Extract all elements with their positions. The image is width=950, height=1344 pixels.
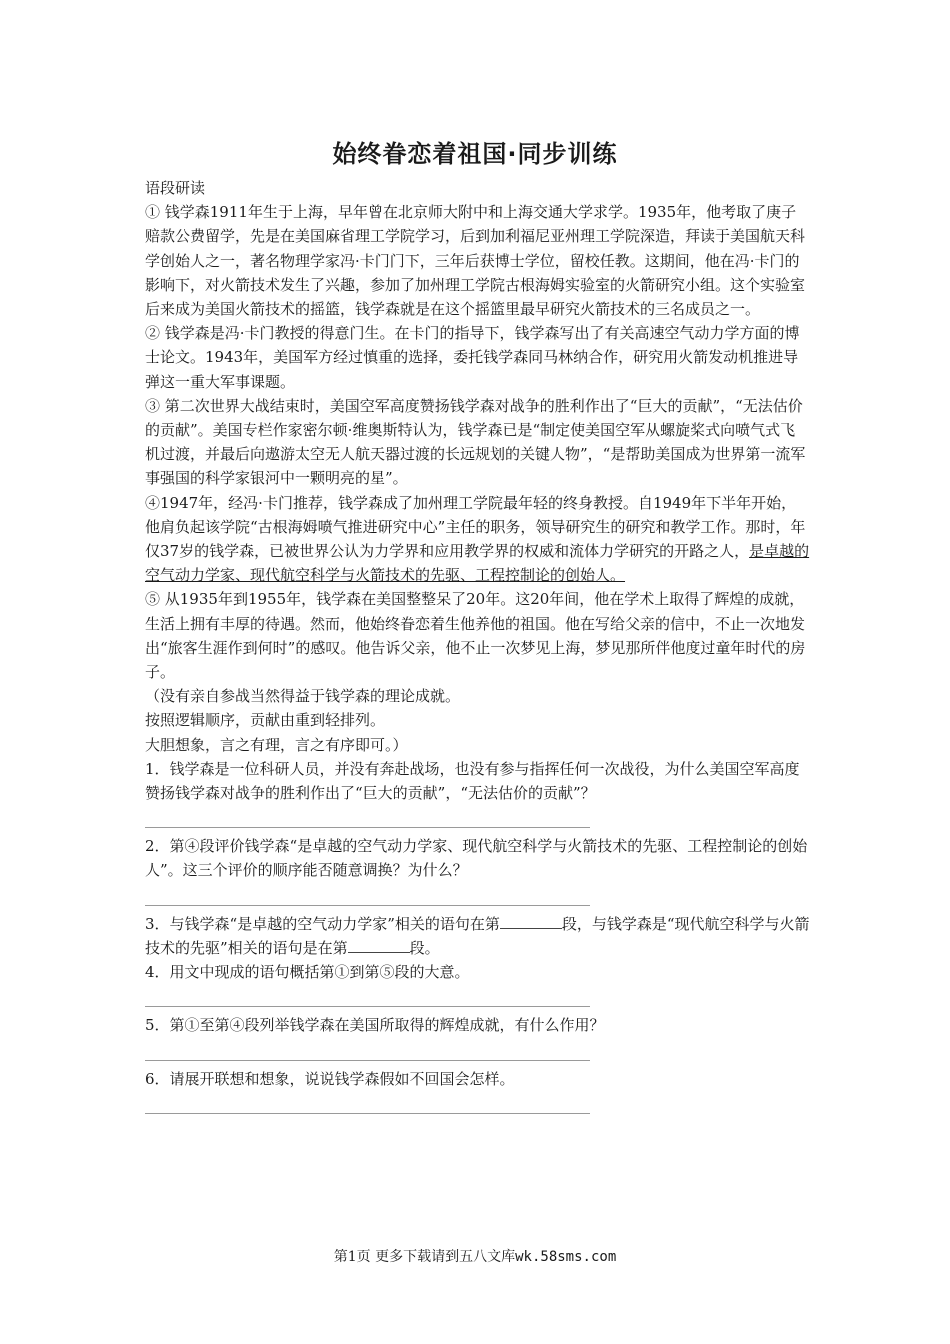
page-footer	[0, 1246, 950, 1266]
hint-line-2: 按照逻辑顺序，贡献由重到轻排列。	[145, 711, 386, 730]
fill-blank-2[interactable]	[348, 938, 410, 953]
question-2: 2．第④段评价钱学森“是卓越的空气动力学家、现代航空科学与火箭技术的先驱、工程控制论的创始人”。这三个评价的顺序能否随意调换？为什么？	[145, 837, 808, 880]
footer-site: wk.58sms.com	[515, 1249, 617, 1265]
answer-line-1[interactable]	[145, 805, 590, 828]
paragraph-4-underlined-text: 是卓越的空气动力学家、现代航空科学与火箭技术的先驱、工程控制论的创始人。	[145, 542, 810, 585]
paragraph-5: ⑤ 从1935年到1955年，钱学森在美国整整呆了20年。这20年间，他在学术上取得了辉煌的成就，生活上拥有丰厚的待遇。然而，他始终眷恋着生他养他的祖国。他在写给父亲的信中，不止一次地发出“旅客生涯作到何时”的感叹。他告诉父亲，他不止一次梦见上海，梦见那所伴他度过童年时代的房子。	[145, 590, 806, 682]
question-1: 1．钱学森是一位科研人员，并没有奔赴战场，也没有参与指挥任何一次战役，为什么美国空军高度赞扬钱学森对战争的胜利作出了“巨大的贡献”，“无法估价的贡献”？	[145, 759, 800, 803]
answer-line-5[interactable]	[145, 1038, 590, 1061]
question-3	[145, 912, 810, 960]
page-number: 第1页	[333, 1249, 371, 1265]
section-label: 语段研读	[145, 179, 206, 197]
question-3-part-b: 段，与钱学森是“现代航空科学与火箭技术的先驱”相关的语句是在第	[145, 914, 810, 957]
answer-line-4[interactable]	[145, 984, 590, 1007]
footer-text: 更多下载请到五八文库	[375, 1249, 516, 1265]
page-title: 始终眷恋着祖国·同步训练	[332, 140, 618, 168]
paragraph-3: ③ 第二次世界大战结束时，美国空军高度赞扬钱学森对战争的胜利作出了“巨大的贡献”，“无法估价的贡献”。美国专栏作家密尔顿·维奥斯特认为，钱学森已是“制定使美国空军从螺旋桨式向喷气式飞机过渡，并最后向遨游太空无人航天器过渡的长远规划的关键人物”，“是帮助美国成为世界第一流军事强国的科学家银河中一颗明亮的星”。	[145, 396, 806, 488]
paragraph-4-text: ④1947年，经冯·卡门推荐，钱学森成了加州理工学院最年轻的终身教授。自1949年下半年开始，他肩负起该学院“古根海姆喷气推进研究中心”主任的职务，领导研究生的研究和教学工作。那时，年仅37岁的钱学森，已被世界公认为力学界和应用教学界的权威和流体力学研究的开路之人，	[145, 493, 806, 561]
document-body	[145, 176, 810, 1120]
answer-line-6[interactable]	[145, 1091, 590, 1114]
question-6: 6．请展开联想和想象，说说钱学森假如不回国会怎样。	[145, 1069, 515, 1088]
question-4: 4．用文中现成的语句概括第①到第⑤段的大意。	[145, 963, 470, 982]
paragraph-2: ② 钱学森是冯·卡门教授的得意门生。在卡门的指导下，钱学森写出了有关高速空气动力学方面的博士论文。1943年，美国军方经过慎重的选择，委托钱学森同马林纳合作，研究用火箭发动机推进导弹这一重大军事课题。	[145, 324, 800, 391]
question-3-part-c: 段。	[409, 938, 440, 957]
paragraph-4	[145, 491, 810, 588]
question-3-part-a: 3．与钱学森“是卓越的空气动力学家”相关的语句在第	[145, 914, 500, 933]
hint-line-3: 大胆想象，言之有理，言之有序即可。）	[145, 735, 408, 754]
paragraph-1: ① 钱学森1911年生于上海，早年曾在北京师大附中和上海交通大学求学。1935年，他考取了庚子赔款公费留学，先是在美国麻省理工学院学习，后到加利福尼亚州理工学院深造，拜读于美国航天科学创始人之一，著名物理学家冯·卡门门下，三年后获博士学位，留校任教。这期间，他在冯·卡门的影响下，对火箭技术发生了兴趣，参加了加州理工学院古根海姆实验室的火箭研究小组。这个实验室后来成为美国火箭技术的摇篮，钱学森就是在这个摇篮里最早研究火箭技术的三名成员之一。	[145, 203, 806, 319]
fill-blank-1[interactable]	[500, 914, 562, 929]
hint-line-1: （没有亲自参战当然得益于钱学森的理论成就。	[145, 687, 461, 706]
question-5: 5．第①至第④段列举钱学森在美国所取得的辉煌成就，有什么作用？	[145, 1016, 605, 1035]
answer-line-2[interactable]	[145, 883, 590, 906]
